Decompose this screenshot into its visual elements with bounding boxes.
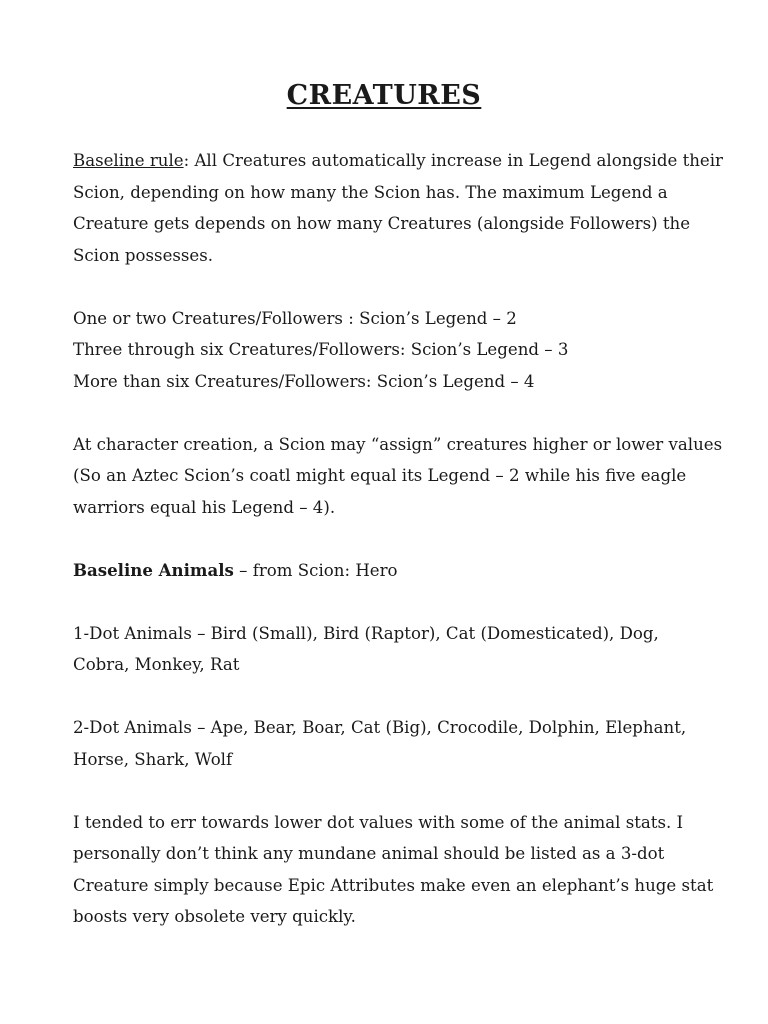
author-note-line: personally don’t think any mundane animal should be listed as a 3-dot <box>73 844 665 863</box>
one-dot-animals-paragraph <box>73 618 713 681</box>
character-creation-line: warriors equal his Legend – 4). <box>73 497 336 517</box>
author-note-line: boosts very obsolete very quickly. <box>73 907 356 926</box>
legend-row: More than six Creatures/Followers: Scion’s Legend – 4 <box>73 371 535 391</box>
page-title: CREATURES <box>286 80 482 111</box>
baseline-animals-source: – from Scion: Hero <box>233 560 398 580</box>
two-dot-animals-line: 2-Dot Animals – Ape, Bear, Boar, Cat (Big), Crocodile, Dolphin, Elephant, <box>73 718 687 737</box>
character-creation-paragraph <box>73 429 723 524</box>
baseline-animals-title: Baseline Animals <box>73 559 234 580</box>
baseline-rule-line-2: Scion, depending on how many the Scion has. The maximum Legend a <box>73 182 668 202</box>
baseline-rule-line-4: Scion possesses. <box>73 245 214 265</box>
author-note-line: Creature simply because Epic Attributes make even an elephant’s huge stat <box>73 875 714 895</box>
one-dot-animals-line: 1-Dot Animals – Bird (Small), Bird (Raptor), Cat (Domesticated), Dog, <box>73 623 659 643</box>
legend-row: Three through six Creatures/Followers: Scion’s Legend – 3 <box>73 340 569 359</box>
baseline-animals-line <box>73 555 713 587</box>
two-dot-animals-paragraph <box>73 712 713 775</box>
character-creation-line: At character creation, a Scion may “assign” creatures higher or lower values <box>73 434 723 454</box>
character-creation-line: (So an Aztec Scion’s coatl might equal its Legend – 2 while his five eagle <box>73 466 687 485</box>
baseline-animals-heading <box>73 555 713 587</box>
legend-row: One or two Creatures/Followers : Scion’s Legend – 2 <box>73 308 517 328</box>
baseline-rule-paragraph <box>73 145 723 271</box>
baseline-rule-text: : All Creatures automatically increase in Legend alongside their <box>183 151 723 170</box>
baseline-rule-line-3: Creature gets depends on how many Creatures (alongside Followers) the <box>73 214 691 233</box>
one-dot-animals-line: Cobra, Monkey, Rat <box>73 655 240 674</box>
two-dot-animals-line: Horse, Shark, Wolf <box>73 749 233 769</box>
author-note-line: I tended to err towards lower dot values with some of the animal stats. I <box>73 812 684 832</box>
legend-table <box>73 303 713 398</box>
author-note-paragraph <box>73 807 713 933</box>
baseline-rule-line-1 <box>73 145 723 177</box>
document-body <box>73 145 723 964</box>
baseline-rule-label: Baseline rule <box>73 151 184 170</box>
